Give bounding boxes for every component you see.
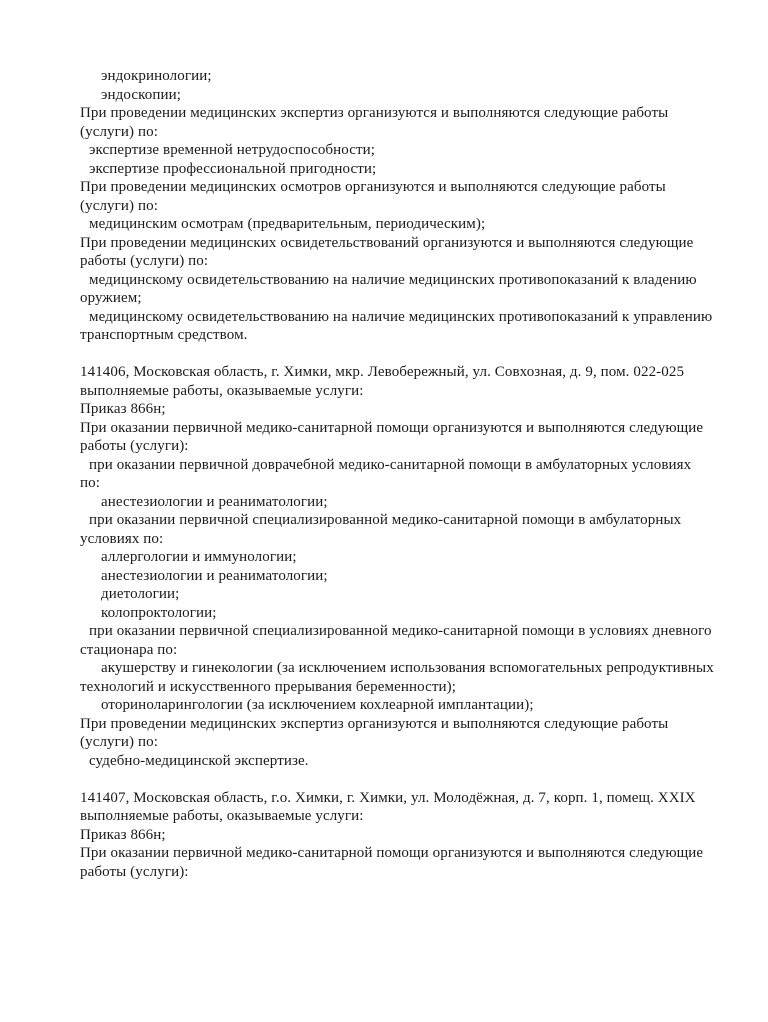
document-line: работы (услуги) по: bbox=[80, 253, 209, 269]
document-line: акушерству и гинекологии (за исключением использования вспомогательных репродуктивных bbox=[101, 660, 714, 676]
document-line: медицинским осмотрам (предварительным, периодическим); bbox=[89, 216, 486, 232]
document-line: экспертизе временной нетрудоспособности; bbox=[89, 142, 376, 158]
document-line: (услуги) по: bbox=[80, 123, 158, 140]
document-line: 141407, Московская область, г.о. Химки, г. Химки, ул. Молодёжная, д. 7, корп. 1, помещ. XXIX bbox=[80, 789, 696, 806]
document-line: по: bbox=[80, 475, 100, 491]
document-line: При проведении медицинских экспертиз организуются и выполняются следующие работы bbox=[80, 105, 669, 121]
document-line: анестезиологии и реаниматологии; bbox=[101, 493, 328, 510]
document-line: технологий и искусственного прерывания беременности); bbox=[80, 678, 456, 695]
document-line: (услуги) по: bbox=[80, 734, 158, 750]
document-line: Приказ 866н; bbox=[80, 826, 166, 843]
document-line: При проведении медицинских освидетельствований организуются и выполняются следующие bbox=[80, 234, 694, 251]
document-line: работы (услуги): bbox=[80, 863, 189, 880]
document-line: колопроктологии; bbox=[101, 604, 217, 621]
document-line: 141406, Московская область, г. Химки, мкр. Левобережный, ул. Совхозная, д. 9, пом. 022-025 bbox=[80, 364, 685, 380]
document-line: оружием; bbox=[80, 290, 142, 306]
document-line: При оказании первичной медико-санитарной помощи организуются и выполняются следующие bbox=[80, 419, 704, 436]
document-line: экспертизе профессиональной пригодности; bbox=[89, 160, 377, 177]
document-line: медицинскому освидетельствованию на наличие медицинских противопоказаний к владению bbox=[89, 271, 697, 288]
document-line: транспортным средством. bbox=[80, 327, 248, 343]
document-line: анестезиологии и реаниматологии; bbox=[101, 567, 328, 584]
document-line: аллергологии и иммунологии; bbox=[101, 549, 297, 565]
document-line: эндокринологии; bbox=[101, 68, 212, 84]
document-line: При проведении медицинских осмотров организуются и выполняются следующие работы bbox=[80, 179, 666, 195]
document-line: оториноларингологии (за исключением кохлеарной имплантации); bbox=[101, 697, 534, 713]
document-line: При оказании первичной медико-санитарной помощи организуются и выполняются следующие bbox=[80, 845, 704, 861]
document-line: при оказании первичной специализированной медико-санитарной помощи в амбулаторных bbox=[89, 512, 682, 528]
document-line: диетологии; bbox=[101, 586, 180, 602]
document-line: при оказании первичной доврачебной медико-санитарной помощи в амбулаторных условиях bbox=[89, 456, 692, 473]
document-line: условиях по: bbox=[80, 530, 164, 547]
document-line: работы (услуги): bbox=[80, 438, 189, 454]
document-line: При проведении медицинских экспертиз организуются и выполняются следующие работы bbox=[80, 715, 669, 732]
document-lines bbox=[80, 67, 752, 881]
document-line: (услуги) по: bbox=[80, 197, 158, 214]
document-line: эндоскопии; bbox=[101, 86, 182, 103]
document-line: стационара по: bbox=[80, 641, 178, 658]
document-line: судебно-медицинской экспертизе. bbox=[89, 752, 309, 769]
document-line: выполняемые работы, оказываемые услуги: bbox=[80, 808, 364, 824]
blank-line bbox=[80, 770, 752, 789]
document-line: медицинскому освидетельствованию на наличие медицинских противопоказаний к управлению bbox=[89, 308, 713, 325]
blank-line bbox=[80, 345, 752, 364]
document-line: при оказании первичной специализированной медико-санитарной помощи в условиях дневного bbox=[89, 623, 712, 639]
document-line: выполняемые работы, оказываемые услуги: bbox=[80, 382, 364, 399]
document-line: Приказ 866н; bbox=[80, 401, 166, 417]
